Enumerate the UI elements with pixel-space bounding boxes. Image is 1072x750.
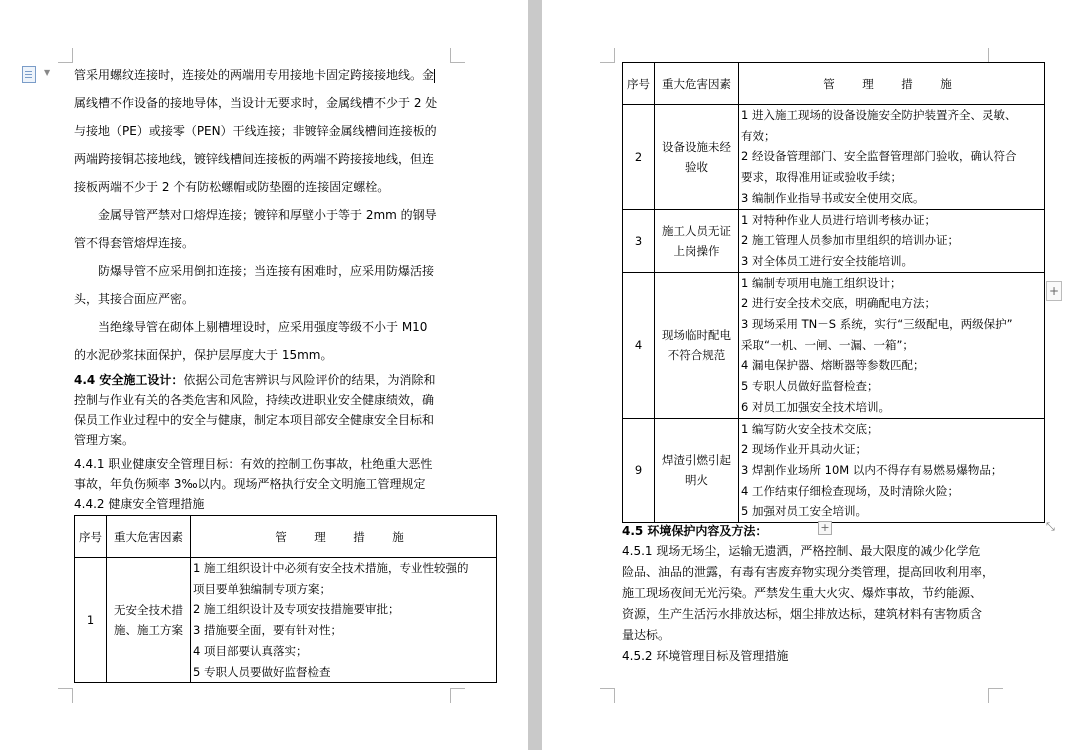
paragraph-line: 头，其接合面应严密。 (74, 292, 195, 306)
section-heading-line: 4.4 安全施工设计：依据公司危害辨识与风险评价的结果，为消除和 (74, 373, 436, 387)
hazard-table (74, 515, 497, 683)
subheading: 4.5.2 环境管理目标及管理措施 (622, 649, 789, 663)
measure-line: 3 措施要全面，要有针对性； (193, 623, 342, 638)
row-no: 4 (623, 272, 655, 418)
header-no: 序号 (623, 63, 655, 105)
paragraph-line: 管理方案。 (74, 433, 135, 447)
row-no: 1 (75, 558, 107, 683)
text-cursor (434, 69, 435, 83)
measure-line: 4 工作结束仔细检查现场，及时清除火险； (741, 483, 959, 498)
paragraph-line: 金属导管严禁对口熔焊连接；镀锌和厚壁小于等于 2mm 的钢导 (98, 208, 437, 222)
measure-line: 1 进入施工现场的设备设施安全防护装置齐全、灵敏、 (741, 108, 1017, 122)
measure-line: 4 漏电保护器、熔断器等参数匹配； (741, 358, 925, 373)
table-row (623, 418, 1045, 523)
paragraph-line: 管采用螺纹连接时，连接处的两端用专用接地卡固定跨接接地线。金 (74, 68, 435, 82)
row-no: 9 (623, 418, 655, 523)
measure-line: 2 经设备管理部门、安全监督管理部门验收，确认符合 (741, 149, 1017, 164)
measure-line: 5 专职人员做好监督检查； (741, 379, 879, 394)
header-no: 序号 (75, 516, 107, 558)
paragraph-line: 接板两端不少于 2 个有防松螺帽或防垫圈的连接固定螺栓。 (74, 180, 390, 194)
measure-line: 2 施工组织设计及专项安技措施要审批； (193, 602, 400, 617)
document-icon[interactable] (22, 66, 36, 83)
header-hazard: 重大危害因素 (107, 516, 191, 558)
measure-line: 1 对特种作业人员进行培训考核办证； (741, 212, 936, 227)
hazard-table (622, 62, 1045, 523)
measure-line: 6 对员工加强安全技术培训。 (741, 399, 890, 414)
measure-line: 4 项目部要认真落实； (193, 643, 308, 658)
paragraph-line: 控制与作业有关的各类危害和风险，持续改进职业安全健康绩效，确 (74, 393, 435, 407)
row-measures (191, 558, 497, 683)
table-header-row (623, 63, 1045, 105)
paragraph-line: 管不得套管熔焊连接。 (74, 236, 195, 250)
paragraph-line: 事故，年负伤频率 3‰以内。现场严格执行安全文明施工管理规定 (74, 477, 426, 491)
paragraph-line: 量达标。 (622, 628, 671, 642)
measure-line: 项目要单独编制专项方案； (193, 581, 331, 596)
row-no: 3 (623, 209, 655, 272)
paragraph-line: 险品、油品的泄露，有毒有害废弃物实现分类管理，提高回收利用率， (622, 565, 995, 579)
row-hazard: 焊渣引燃引起明火 (655, 418, 739, 523)
corner-mark (600, 48, 615, 63)
document-page-right (542, 0, 1072, 750)
table-add-row-button[interactable]: + (818, 521, 832, 535)
section-heading: 4.5 环境保护内容及方法： (622, 524, 768, 538)
header-measures: 管 理 措 施 (191, 516, 497, 558)
measure-line: 2 现场作业开具动火证； (741, 442, 867, 457)
add-icon[interactable]: + (1046, 281, 1062, 301)
measure-line: 采取“一机、一闸、一漏、一箱”； (741, 337, 914, 352)
row-hazard: 现场临时配电不符合规范 (655, 272, 739, 418)
corner-mark (450, 48, 465, 63)
row-measures (739, 209, 1045, 272)
measure-line: 3 现场采用 TN－S 系统，实行“三级配电，两级保护” (741, 317, 1013, 332)
paragraph-line: 防爆导管不应采用倒扣连接；当连接有困难时，应采用防爆活接 (98, 264, 435, 278)
measure-line: 要求，取得准用证或验收手续； (741, 170, 902, 185)
paragraph-line: 4.5.1 现场无场尘，运输无遗洒，严格控制、最大限度的减少化学危 (622, 544, 981, 558)
paragraph-line: 施工现场夜间无光污染。严禁发生重大火灾、爆炸事故，节约能源、 (622, 586, 983, 600)
subheading: 4.4.2 健康安全管理措施 (74, 497, 205, 511)
corner-mark (58, 688, 73, 703)
measure-line: 1 编制专项用电施工组织设计； (741, 275, 902, 290)
paragraph-line: 两端跨接铜芯接地线，镀锌线槽间连接板的两端不跨接接地线，但连 (74, 152, 435, 166)
section-heading: 4.4 安全施工设计： (74, 373, 184, 387)
header-hazard: 重大危害因素 (655, 63, 739, 105)
chevron-down-icon[interactable]: ▼ (44, 68, 51, 77)
table-row (623, 272, 1045, 418)
row-measures (739, 272, 1045, 418)
row-hazard: 无安全技术措施、施工方案 (107, 558, 191, 683)
measure-line: 2 施工管理人员参加市里组织的培训办证； (741, 233, 959, 248)
measure-line: 有效； (741, 128, 776, 143)
corner-mark (988, 688, 1003, 703)
paragraph-line: 资源，生产生活污水排放达标，烟尘排放达标，建筑材料有害物质含 (622, 607, 983, 621)
measure-line: 1 编写防火安全技术交底； (741, 421, 879, 436)
corner-mark (988, 48, 1003, 63)
paragraph-line: 与接地（PE）或接零（PEN）干线连接；非镀锌金属线槽间连接板的 (74, 124, 437, 138)
paragraph-line: 的水泥砂浆抹面保护，保护层厚度大于 15mm。 (74, 348, 333, 362)
paragraph-line: 当绝缘导管在砌体上剔槽埋设时，应采用强度等级不小于 M10 (98, 320, 428, 334)
measure-line: 3 焊割作业场所 10M 以内不得存有易燃易爆物品； (741, 462, 1003, 477)
corner-mark (58, 48, 73, 63)
table-header-row (75, 516, 497, 558)
paragraph-line: 4.4.1 职业健康安全管理目标：有效的控制工伤事故，杜绝重大恶性 (74, 457, 433, 471)
table-row (623, 105, 1045, 210)
measure-line: 2 进行安全技术交底，明确配电方法； (741, 296, 936, 311)
row-measures (739, 105, 1045, 210)
table-resize-icon[interactable]: ⤡ (1046, 520, 1055, 533)
document-page-left (0, 0, 528, 750)
corner-mark (600, 688, 615, 703)
row-no: 2 (623, 105, 655, 210)
row-hazard: 设备设施未经验收 (655, 105, 739, 210)
header-measures: 管 理 措 施 (739, 63, 1045, 105)
measure-line: 3 对全体员工进行安全技能培训。 (741, 253, 913, 268)
measure-line: 5 专职人员要做好监督检查 (193, 664, 331, 679)
row-measures (739, 418, 1045, 523)
measure-line: 5 加强对员工安全培训。 (741, 504, 867, 519)
table-row (623, 209, 1045, 272)
page-gap (528, 0, 542, 750)
table-row (75, 558, 497, 683)
measure-line: 3 编制作业指导书或安全使用交底。 (741, 190, 925, 205)
paragraph-line: 保员工作业过程中的安全与健康，制定本项目部安全健康安全目标和 (74, 413, 435, 427)
paragraph-line: 属线槽不作设备的接地导体，当设计无要求时，金属线槽不少于 2 处 (74, 96, 438, 110)
corner-mark (450, 688, 465, 703)
measure-line: 1 施工组织设计中必须有安全技术措施，专业性较强的 (193, 561, 469, 575)
row-hazard: 施工人员无证上岗操作 (655, 209, 739, 272)
